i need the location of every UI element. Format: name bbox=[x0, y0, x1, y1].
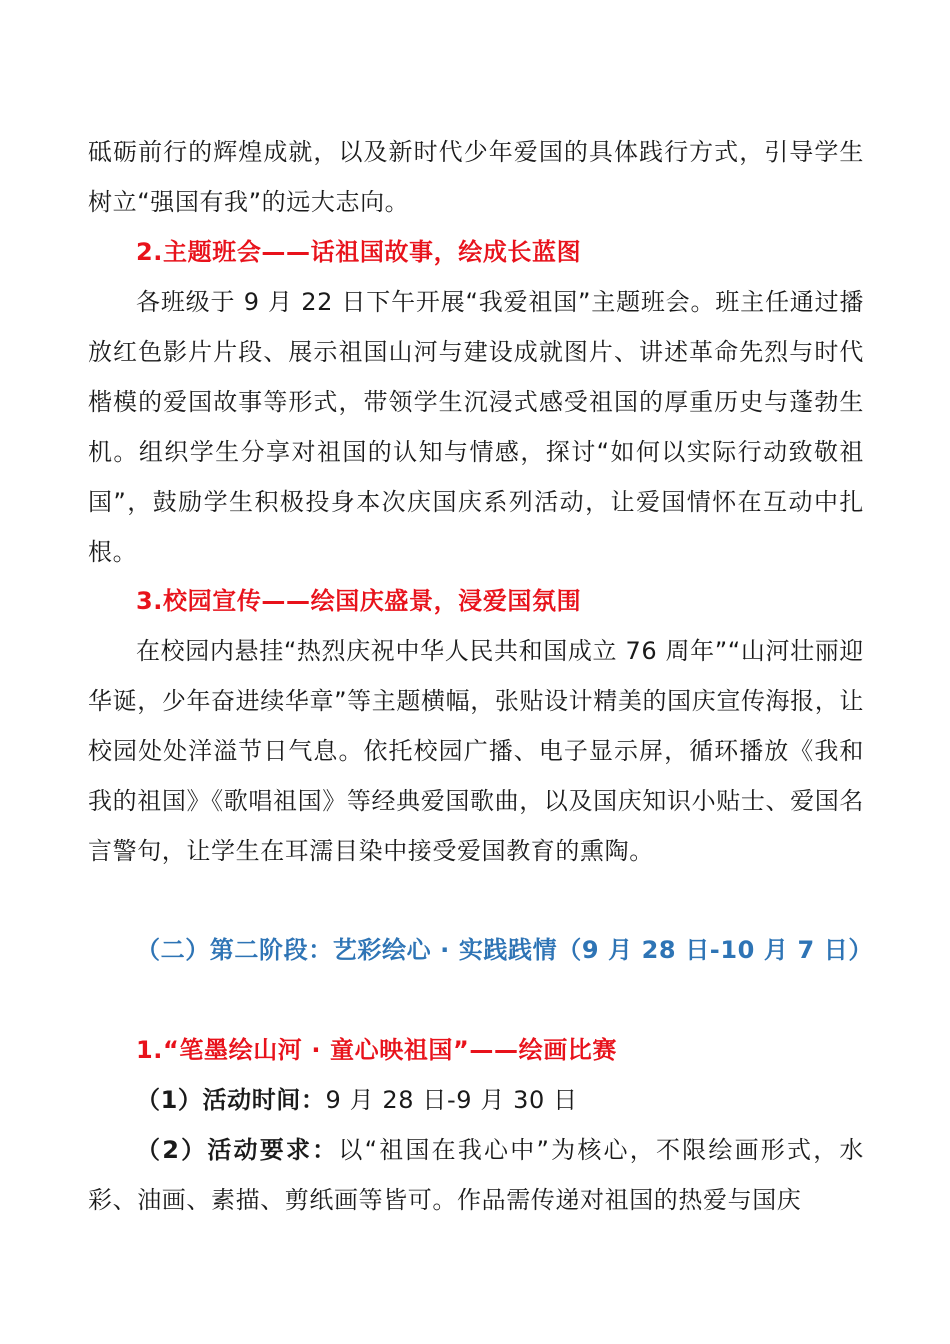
intro-paragraph-continued: 砥砺前行的辉煌成就，以及新时代少年爱国的具体践行方式，引导学生树立“强国有我”的远大志向。 bbox=[88, 138, 864, 216]
heading-class-meeting: 2.主题班会——话祖国故事，绘成长蓝图 bbox=[136, 238, 582, 266]
activity-requirement-label: （2）活动要求： bbox=[136, 1136, 339, 1164]
heading-stage-two: （二）第二阶段：艺彩绘心 · 实践践情（9 月 28 日-10 月 7 日） bbox=[136, 936, 873, 964]
campus-promo-paragraph: 在校园内悬挂“热烈庆祝中华人民共和国成立 76 周年”“山河壮丽迎华诞，少年奋进续华章”等主题横幅，张贴设计精美的国庆宣传海报，让校园处处洋溢节日气息。依托校园广播、电子显示屏，循环播放《我和我的祖国》《歌唱祖国》等经典爱国歌曲，以及国庆知识小贴士、爱国名言警句，让学生在耳濡目染中接受爱国教育的熏陶。 bbox=[88, 637, 864, 865]
activity-time-item bbox=[88, 1075, 864, 1125]
heading-campus-promo: 3.校园宣传——绘国庆盛景，浸爱国氛围 bbox=[136, 587, 582, 615]
activity-time-value: 9 月 28 日-9 月 30 日 bbox=[325, 1086, 578, 1114]
heading-painting-contest: 1.“笔墨绘山河 · 童心映祖国”——绘画比赛 bbox=[136, 1036, 617, 1064]
activity-time-label: （1）活动时间： bbox=[136, 1086, 326, 1114]
class-meeting-paragraph: 各班级于 9 月 22 日下午开展“我爱祖国”主题班会。班主任通过播放红色影片片段、展示祖国山河与建设成就图片、讲述革命先烈与时代楷模的爱国故事等形式，带领学生沉浸式感受祖国的厚重历史与蓬勃生机。组织学生分享对祖国的认知与情感，探讨“如何以实际行动致敬祖国”，鼓励学生积极投身本次庆国庆系列活动，让爱国情怀在互动中扎根。 bbox=[88, 288, 864, 566]
activity-requirement-item bbox=[88, 1125, 864, 1225]
activity-requirement-value: 以“祖国在我心中”为核心，不限绘画形式，水彩、油画、素描、剪纸画等皆可。作品需传递对祖国的热爱与国庆 bbox=[88, 1136, 865, 1214]
